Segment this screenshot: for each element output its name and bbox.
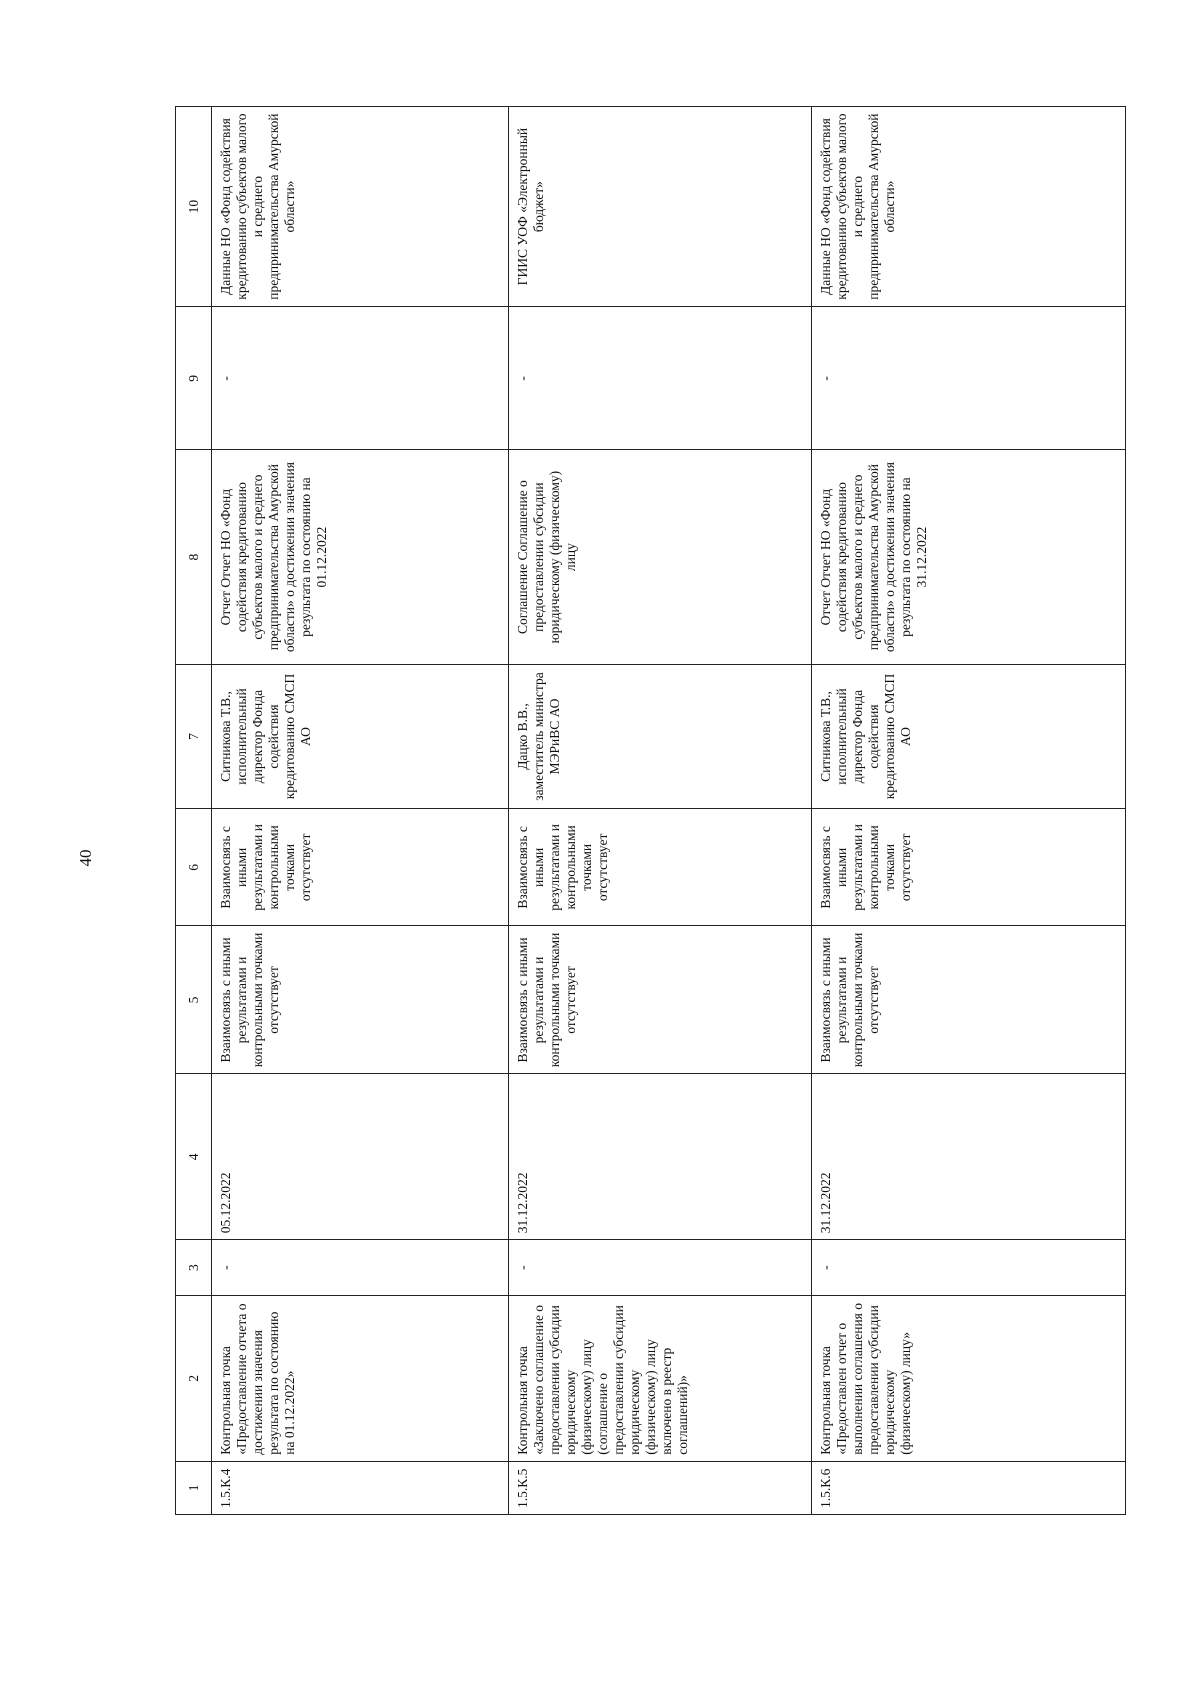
relation-results-cell: Взаимосвязь с иными результатами и контрольными точками отсутствует xyxy=(812,926,1126,1074)
data-source: ГИИС УОФ «Электронный бюджет» xyxy=(509,107,812,307)
relation-results-cell: Взаимосвязь с иными результатами и контрольными точками отсутствует xyxy=(212,926,509,1074)
rotated-table-sheet xyxy=(175,106,1116,1515)
control-points-table xyxy=(175,106,1126,1515)
column-header: 7 xyxy=(176,664,212,808)
confirming-document: Соглашение Соглашение о предоставлении субсидии юридическому (физическому) лицу xyxy=(509,450,812,664)
confirming-document: Отчет Отчет НО «Фонд содействия кредитованию субъектов малого и среднего предпринимательства Амурской области» о достижении значения результата по состоянию на 31.12.2022 xyxy=(812,450,1126,664)
responsible-person: Ситникова Т.В., исполнительный директор Фонда содействия кредитованию СМСП АО xyxy=(212,664,509,808)
relation-points-cell: Взаимосвязь с иными результатами и контрольными точками отсутствует xyxy=(212,809,509,926)
col9-cell: - xyxy=(212,307,509,450)
table-row xyxy=(212,107,509,1515)
column-header: 5 xyxy=(176,926,212,1074)
row-code: 1.5.К.5 xyxy=(509,1461,812,1514)
column-header: 1 xyxy=(176,1461,212,1514)
column-header: 3 xyxy=(176,1240,212,1296)
page-number: 40 xyxy=(76,849,95,867)
column-header: 8 xyxy=(176,450,212,664)
relation-points-cell: Взаимосвязь с иными результатами и контрольными точками отсутствует xyxy=(509,809,812,926)
col3-cell: - xyxy=(212,1240,509,1296)
due-date: 31.12.2022 xyxy=(509,1074,812,1240)
column-header: 6 xyxy=(176,809,212,926)
responsible-person: Дацко В.В., заместитель министра МЭРиВС АО xyxy=(509,664,812,808)
responsible-person: Ситникова Т.В., исполнительный директор Фонда содействия кредитованию СМСП АО xyxy=(812,664,1126,808)
column-header: 10 xyxy=(176,107,212,307)
row-code: 1.5.К.6 xyxy=(812,1461,1126,1514)
data-source: Данные НО «Фонд содействия кредитованию субъектов малого и среднего предпринимательства Амурской области» xyxy=(812,107,1126,307)
table-row xyxy=(509,107,812,1515)
table-row xyxy=(812,107,1126,1515)
col3-cell: - xyxy=(509,1240,812,1296)
col3-cell: - xyxy=(812,1240,1126,1296)
control-point-name: Контрольная точка «Заключено соглашение о предоставлении субсидии юридическому (физическому) лицу (соглашение о предоставлении субсидии юридическому (физическому) лицу включено в реестр соглашений)» xyxy=(509,1295,812,1461)
table-header-row xyxy=(176,107,212,1515)
control-point-name: Контрольная точка «Предоставлен отчет о выполнении соглашения о предоставлении субсидии юридическому (физическому) лицу» xyxy=(812,1295,1126,1461)
col9-cell: - xyxy=(812,307,1126,450)
control-point-name: Контрольная точка «Предоставление отчета о достижении значения результата по состоянию на 01.12.2022» xyxy=(212,1295,509,1461)
due-date: 05.12.2022 xyxy=(212,1074,509,1240)
relation-results-cell: Взаимосвязь с иными результатами и контрольными точками отсутствует xyxy=(509,926,812,1074)
column-header: 9 xyxy=(176,307,212,450)
relation-points-cell: Взаимосвязь с иными результатами и контрольными точками отсутствует xyxy=(812,809,1126,926)
data-source: Данные НО «Фонд содействия кредитованию субъектов малого и среднего предпринимательства Амурской области» xyxy=(212,107,509,307)
row-code: 1.5.К.4 xyxy=(212,1461,509,1514)
col9-cell: - xyxy=(509,307,812,450)
due-date: 31.12.2022 xyxy=(812,1074,1126,1240)
column-header: 2 xyxy=(176,1295,212,1461)
confirming-document: Отчет Отчет НО «Фонд содействия кредитованию субъектов малого и среднего предпринимательства Амурской области» о достижении значения результата по состоянию на 01.12.2022 xyxy=(212,450,509,664)
column-header: 4 xyxy=(176,1074,212,1240)
